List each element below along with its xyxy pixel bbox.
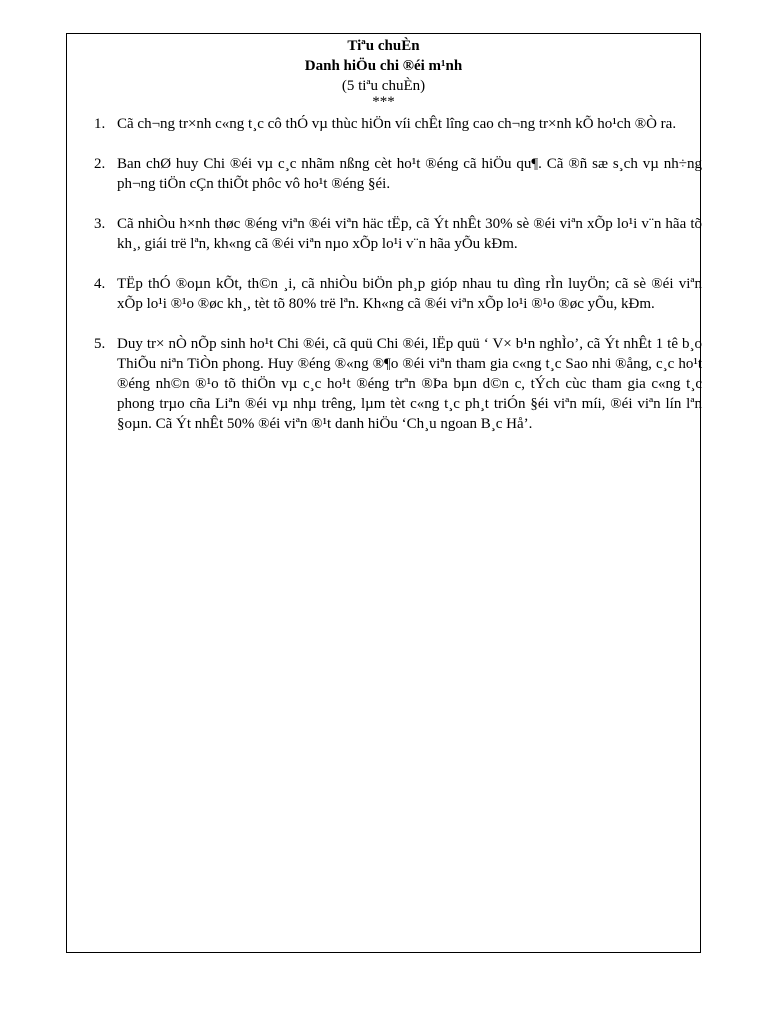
list-item	[94, 334, 702, 434]
item-text: Cã nhiÒu h×nh thøc ®éng viªn ®éi viªn häc tËp, cã Ýt nhÊt 30% sè ®éi viªn xÕp lo¹i v¨n hãa tõ kh¸, giái trë lªn, kh«ng cã ®éi viªn nµo xÕp lo¹i v¨n hãa yÕu kÐm.	[117, 216, 702, 252]
item-number: 1.	[94, 116, 106, 132]
title-line-1: Tiªu chuÈn	[347, 38, 420, 54]
list-item	[94, 154, 702, 194]
item-number: 3.	[94, 216, 106, 232]
document-header	[67, 36, 700, 108]
list-item	[94, 274, 702, 314]
document-frame	[66, 33, 701, 953]
item-number: 4.	[94, 276, 106, 292]
item-number: 2.	[94, 156, 106, 172]
title-line-2: Danh hiÖu chi ®éi m¹nh	[304, 58, 463, 74]
list-item	[94, 114, 702, 134]
list-item	[94, 214, 702, 254]
item-text: Cã ch¬ng tr×nh c«ng t¸c cô thÓ vµ thùc hiÖn víi chÊt lîng cao ch¬ng tr×nh kÕ ho¹ch ®Ò ra.	[117, 116, 677, 132]
criteria-list	[94, 114, 702, 454]
subtitle: (5 tiªu chuÈn)	[341, 78, 426, 94]
item-text: Duy tr× nÒ nÕp sinh ho¹t Chi ®éi, cã quü Chi ®éi, lËp quü ‘ V× b¹n nghÌo’, cã Ýt nhÊt 1 tê b¸o ThiÕu niªn TiÒn phong. Huy ®éng ®«ng ®¶o ®éi viªn tham gia c«ng t¸c Sao nhi ®ång, c¸c ho¹t ®éng nh©n ®¹o tõ thiÖn vµ c¸c ho¹t ®éng trªn ®Þa bµn d©n c, tÝch cùc tham gia c«ng t¸c phong trµo cña Liªn ®éi vµ nhµ trêng, lµm tèt c«ng t¸c ph¸t triÓn §éi viªn míi, ®éi viªn lín lªn §oµn. Cã Ýt nhÊt 50% ®éi viªn ®¹t danh hiÖu ‘Ch¸u ngoan B¸c Hå’.	[117, 336, 702, 432]
item-text: Ban chØ huy Chi ®éi vµ c¸c nhãm nßng cèt ho¹t ®éng cã hiÖu qu¶. Cã ®ñ sæ s¸ch vµ nh÷ng ph¬ng tiÖn cÇn thiÕt phôc vô ho¹t ®éng §éi.	[117, 156, 702, 192]
item-number: 5.	[94, 336, 106, 352]
item-text: TËp thÓ ®oµn kÕt, th©n ¸i, cã nhiÒu biÖn ph¸p gióp nhau tu dìng rÌn luyÖn; cã sè ®éi viªn xÕp lo¹i ®¹o ®øc kh¸, tèt tõ 80% trë lªn. Kh«ng cã ®éi viªn xÕp lo¹i ®¹o ®øc yÕu, kÐm.	[117, 276, 702, 312]
stars-divider: ***	[372, 94, 395, 110]
